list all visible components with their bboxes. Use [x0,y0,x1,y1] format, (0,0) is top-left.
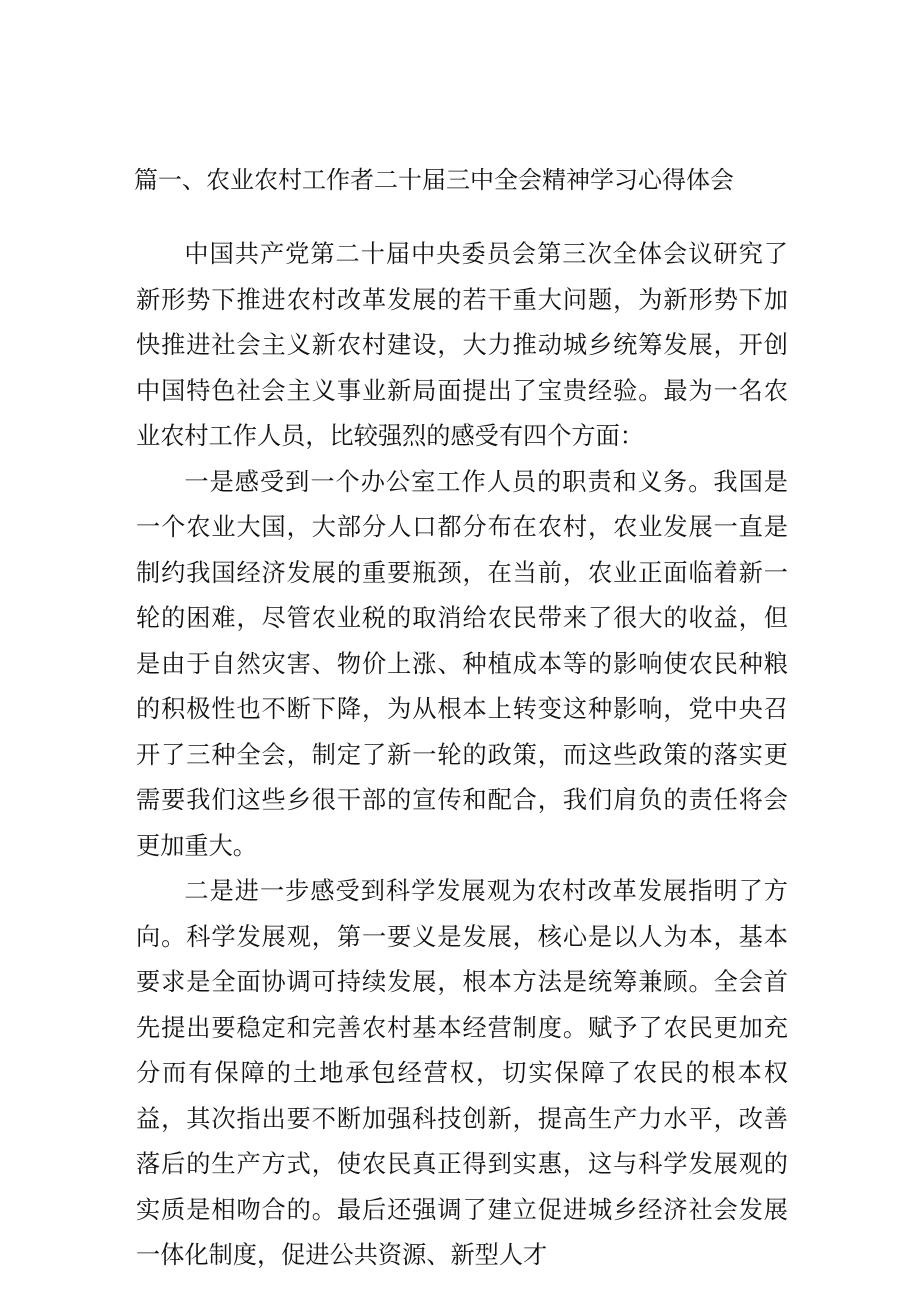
document-body [136,232,788,1279]
paragraph-point-one: 一是感受到一个办公室工作人员的职责和义务。我国是一个农业大国，大部分人口都分布在农村，农业发展一直是制约我国经济发展的重要瓶颈，在当前，农业正面临着新一轮的困难，尽管农业税的取消给农民带来了很大的收益，但是由于自然灾害、物价上涨、种植成本等的影响使农民种粮的积极性也不断下降，为从根本上转变这种影响，党中央召开了三种全会，制定了新一轮的政策，而这些政策的落实更需要我们这些乡很干部的宣传和配合，我们肩负的责任将会更加重大。 [136,467,788,860]
paragraph-intro: 中国共产党第二十届中央委员会第三次全体会议研究了新形势下推进农村改革发展的若干重大问题，为新形势下加快推进社会主义新农村建设，大力推动城乡统筹发展，开创中国特色社会主义事业新局面提出了宝贵经验。最为一名农业农村工作人员，比较强烈的感受有四个方面： [136,240,788,450]
paragraph-point-two: 二是进一步感受到科学发展观为农村改革发展指明了方向。科学发展观，第一要义是发展，核心是以人为本，基本要求是全面协调可持续发展，根本方法是统筹兼顾。全会首先提出要稳定和完善农村基本经营制度。赋予了农民更加充分而有保障的土地承包经营权，切实保障了农民的根本权益，其次指出要不断加强科技创新，提高生产力水平，改善落后的生产方式，使农民真正得到实惠，这与科学发展观的实质是相吻合的。最后还强调了建立促进城乡经济社会发展一体化制度，促进公共资源、新型人才 [136,877,788,1269]
document-title: 篇一、农业农村工作者二十届三中全会精神学习心得体会 [134,166,734,194]
